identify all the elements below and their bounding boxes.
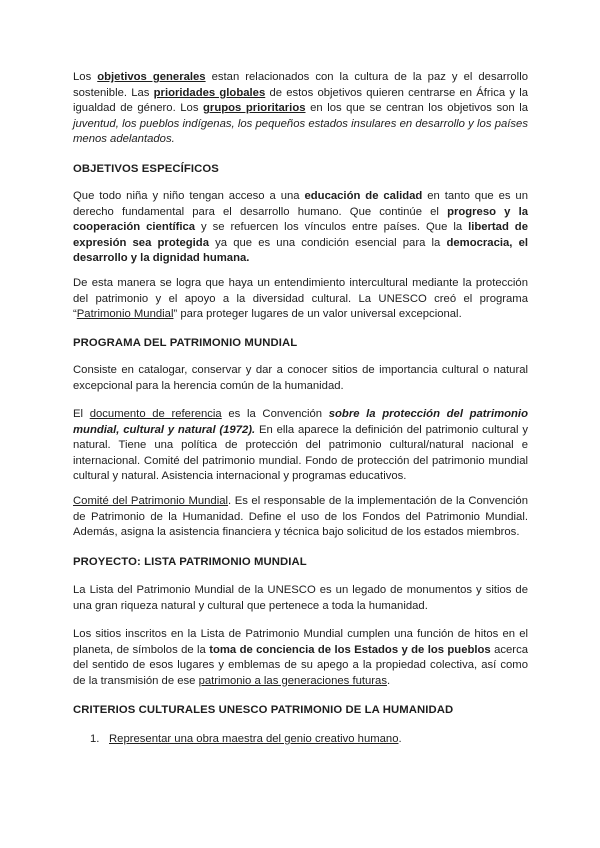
heading-programa-patrimonio: PROGRAMA DEL PATRIMONIO MUNDIAL [73, 337, 298, 349]
link-documento-referencia[interactable]: documento de referencia [89, 408, 222, 420]
paragraph-entendimiento-intercultural: De esta manera se logra que haya un entendimiento intercultural mediante la protección del patrimonio y el apoyo a la diversidad cultural. La UNESCO creó el programa “Patrimonio Mundial” para proteger lugares de un valor universal excepcional. [73, 277, 528, 321]
paragraph-documento-referencia: El documento de referencia es la Convención sobre la protección del patrimonio mundial, cultural y natural (1972). En ella aparece la definición del patrimonio cultural y natural. Tiene una política de protección del patrimonio cultural/natural nacional e internacional. Comité del patrimonio mundial. Fondo de protección del patrimonio mundial cultural y natural. Asistencia internacional y programas educativos. [73, 408, 528, 483]
priority-groups-list: juventud, los pueblos indígenas, los pequeños estados insulares en desarrollo y los países menos adelantados. [73, 117, 528, 146]
paragraph-lista-patrimonio: La Lista del Patrimonio Mundial de la UNESCO es un legado de monumentos y sitios de una gran riqueza natural y cultural que pertenece a toda la humanidad. [73, 584, 528, 612]
heading-criterios-culturales: CRITERIOS CULTURALES UNESCO PATRIMONIO DE LA HUMANIDAD [73, 704, 454, 716]
link-generaciones-futuras[interactable]: patrimonio a las generaciones futuras [198, 674, 387, 687]
paragraph-objetivos-generales: Los objetivos generales estan relacionados con la cultura de la paz y el desarrollo sostenible. Las prioridades globales de estos objetivos quieren centrarse en África y la igualdad de género. Los grupos prioritarios en los que se centran los objetivos son la juventud, los pueblos indígenas, los pequeños estados insulares en desarrollo y los países menos adelantados. [73, 71, 529, 146]
criteria-list [90, 732, 402, 748]
link-comite-patrimonio[interactable]: Comité del Patrimonio Mundial [73, 495, 229, 507]
heading-objetivos-especificos: OBJETIVOS ESPECÍFICOS [73, 163, 219, 175]
term-prioridades-globales: prioridades globales [153, 86, 266, 99]
list-item: 1. Representar una obra maestra del genio creativo humano. [90, 732, 402, 748]
heading-proyecto-lista: PROYECTO: LISTA PATRIMONIO MUNDIAL [73, 556, 307, 568]
paragraph-sitios-inscritos: Los sitios inscritos en la Lista de Patrimonio Mundial cumplen una función de hitos en el planeta, de símbolos de la toma de conciencia de los Estados y de los pueblos acerca del sentido de esos lugares y emblemas de su apego a la propiedad colectiva, así como de la transmisión de ese patrimonio a las generaciones futuras. [73, 628, 529, 687]
link-patrimonio-mundial[interactable]: Patrimonio Mundial [76, 308, 174, 321]
paragraph-consiste: Consiste en catalogar, conservar y dar a conocer sitios de importancia cultural o natural excepcional para la herencia común de la humanidad. [73, 364, 528, 392]
link-obra-maestra[interactable]: Representar una obra maestra del genio creativo humano [109, 733, 399, 745]
list-item-number: 1. [90, 733, 100, 745]
paragraph-comite: Comité del Patrimonio Mundial. Es el responsable de la implementación de la Convención de Patrimonio de la Humanidad. Define el uso de los Fondos del Patrimonio Mundial. Además, asigna la asistencia financiera y técnica bajo solicitud de los estados miembros. [73, 495, 528, 539]
paragraph-objetivos-especificos: Que todo niña y niño tengan acceso a una educación de calidad en tanto que es un derecho fundamental para el desarrollo humano. Que continúe el progreso y la cooperación científica y se refuercen los vínculos entre países. Que la libertad de expresión sea protegida ya que es una condición esencial para la democracia, el desarrollo y la dignidad humana. [73, 190, 528, 265]
term-grupos-prioritarios: grupos prioritarios [203, 102, 306, 115]
term-objetivos-generales: objetivos generales [97, 71, 206, 83]
